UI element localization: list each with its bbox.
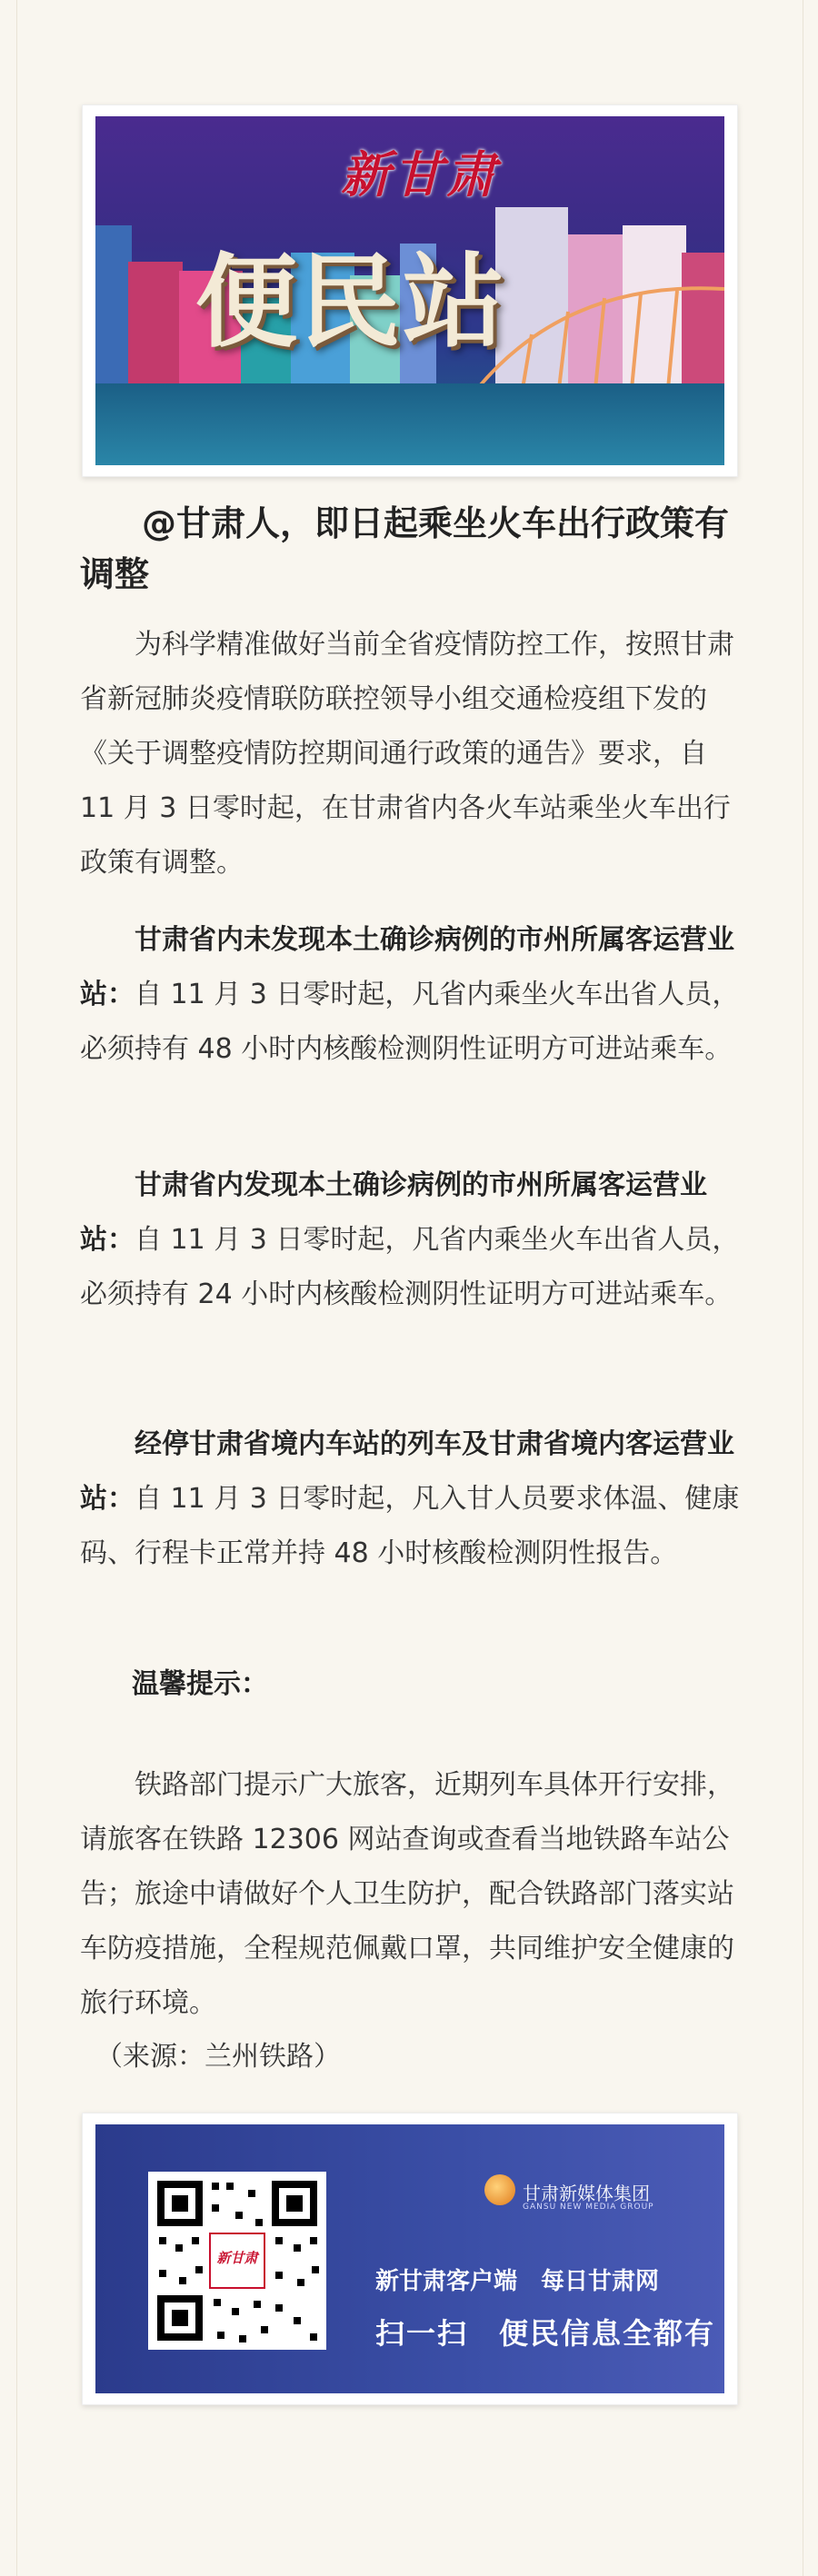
article-intro: 为科学精准做好当前全省疫情防控工作，按照甘肃省新冠肺炎疫情联防联控领导小组交通检疫组下发的《关于调整疫情防控期间通行政策的通告》要求，自 11 月 3 日零时起，在甘肃省内各火车站乘坐火车出行政策有调整。 bbox=[80, 629, 734, 879]
tip-heading: 温馨提示： bbox=[132, 1668, 268, 1700]
xingansu-logo: 新甘肃 bbox=[341, 145, 499, 204]
media-group-subtitle: GANSU NEW MEDIA GROUP bbox=[523, 2203, 654, 2212]
section-2-body: 自 11 月 3 日零时起，凡省内乘坐火车出省人员，必须持有 24 小时内核酸检测阴性证明方可进站乘车。 bbox=[80, 1224, 740, 1310]
banner-image bbox=[95, 116, 724, 465]
banner-image-frame bbox=[82, 104, 738, 477]
section-1 bbox=[80, 913, 748, 1077]
section-1-heading: 甘肃省内未发现本土确诊病例的市州所属客运营业站： bbox=[80, 924, 734, 1010]
section-1-body: 自 11 月 3 日零时起，凡省内乘坐火车出省人员，必须持有 48 小时内核酸检测阴性证明方可进站乘车。 bbox=[80, 979, 740, 1065]
article-title bbox=[80, 498, 753, 600]
tip-body: 铁路部门提示广大旅客，近期列车具体开行安排，请旅客在铁路 12306 网站查询或查看当地铁路车站公告；旅途中请做好个人卫生防护，配合铁路部门落实站车防疫措施，全程规范佩戴口罩，共同维护安全健康的旅行环境。 bbox=[80, 1769, 734, 2019]
article-source: （来源：兰州铁路） bbox=[95, 2041, 341, 2073]
media-group-name: 甘肃新媒体集团 bbox=[523, 2183, 650, 2204]
promo-line-1: 新甘肃客户端 每日甘肃网 bbox=[375, 2268, 660, 2295]
article-title-text: @甘肃人，即日起乘坐火车出行政策有调整 bbox=[80, 503, 730, 594]
promo-line-2: 扫一扫 便民信息全都有 bbox=[375, 2316, 716, 2351]
promo-banner bbox=[95, 2124, 724, 2393]
promo-banner-frame bbox=[82, 2113, 738, 2405]
section-3 bbox=[80, 1417, 748, 1581]
section-3-heading: 经停甘肃省境内车站的列车及甘肃省境内客运营业站： bbox=[80, 1428, 734, 1515]
banner-title: 便民站 bbox=[195, 243, 506, 362]
media-group-logo-icon bbox=[484, 2174, 515, 2205]
qr-code[interactable] bbox=[148, 2172, 326, 2350]
section-3-body: 自 11 月 3 日零时起，凡入甘人员要求体温、健康码、行程卡正常并持 48 小时核酸检测阴性报告。 bbox=[80, 1483, 740, 1569]
section-2 bbox=[80, 1159, 748, 1322]
section-2-heading: 甘肃省内发现本土确诊病例的市州所属客运营业站： bbox=[80, 1169, 707, 1256]
river-graphic bbox=[95, 383, 724, 465]
qr-center-logo: 新甘肃 bbox=[216, 2250, 258, 2266]
